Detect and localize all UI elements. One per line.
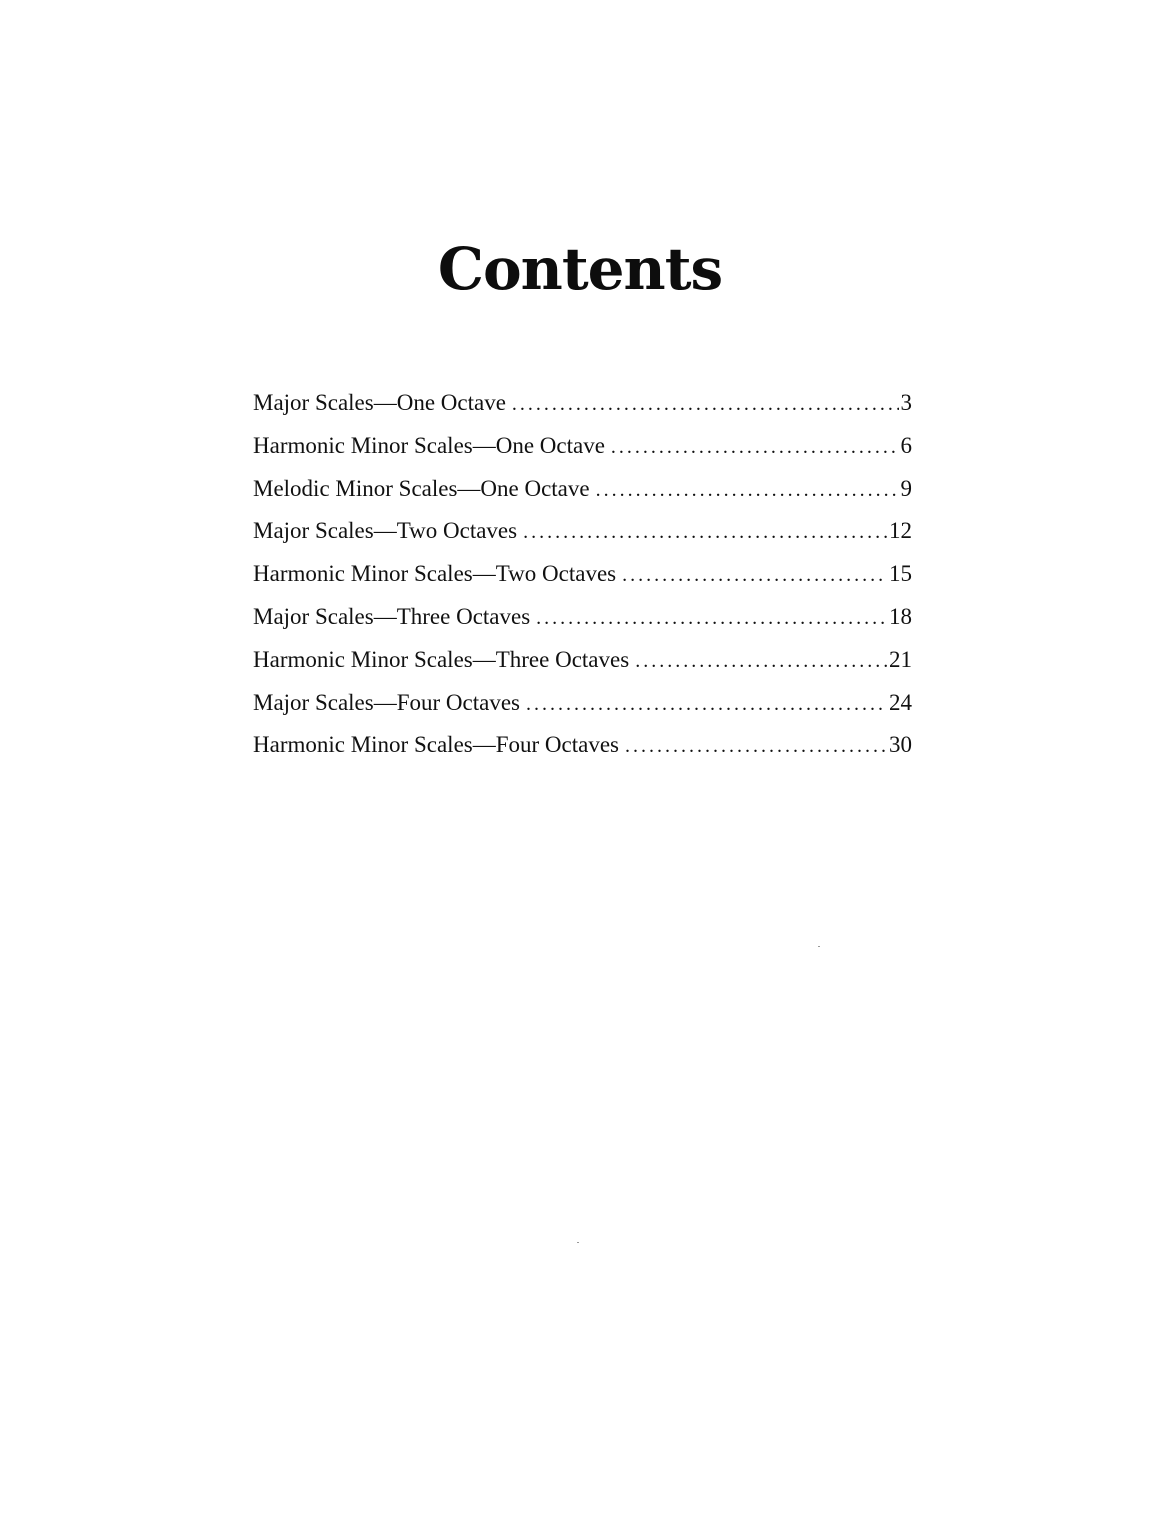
toc-entry-page: 9 xyxy=(900,475,912,501)
toc-entry xyxy=(253,690,912,733)
toc-entry-label: Harmonic Minor Scales—Three Octaves xyxy=(253,646,630,672)
toc-dot-leader xyxy=(536,607,887,630)
toc-entry xyxy=(253,433,912,476)
toc-dot-leader xyxy=(512,393,899,416)
toc-entry xyxy=(253,732,912,775)
toc-entry-label: Harmonic Minor Scales—One Octave xyxy=(253,432,605,458)
toc-entry-label: Major Scales—Three Octaves xyxy=(253,603,531,629)
toc-dot-leader xyxy=(596,479,899,502)
scan-speck xyxy=(818,946,820,947)
page-title: Contents xyxy=(437,234,723,303)
toc-dot-leader xyxy=(523,521,887,544)
toc-dot-leader xyxy=(622,564,887,587)
toc-entry-label: Harmonic Minor Scales—Two Octaves xyxy=(253,561,617,587)
toc-entry-label: Major Scales—Four Octaves xyxy=(253,689,520,715)
toc-dot-leader xyxy=(635,650,887,673)
toc-entry-page: 15 xyxy=(889,561,912,587)
toc-entry-label: Melodic Minor Scales—One Octave xyxy=(253,475,590,501)
toc-dot-leader xyxy=(625,735,887,758)
toc-entry xyxy=(253,390,912,433)
toc-entry-label: Major Scales—One Octave xyxy=(253,390,506,415)
toc-entry xyxy=(253,647,912,690)
toc-entry-page: 30 xyxy=(889,732,912,758)
table-of-contents xyxy=(253,390,912,775)
toc-entry xyxy=(253,518,912,561)
toc-entry-label: Harmonic Minor Scales—Four Octaves xyxy=(253,732,620,758)
toc-entry-page: 12 xyxy=(889,518,912,544)
toc-entry xyxy=(253,604,912,647)
toc-entry-page: 18 xyxy=(889,603,912,629)
toc-entry-page: 21 xyxy=(889,646,912,672)
toc-entry-page: 3 xyxy=(900,390,912,415)
toc-entry-page: 6 xyxy=(900,432,912,458)
toc-entry xyxy=(253,476,912,519)
toc-dot-leader xyxy=(526,693,887,716)
toc-entry xyxy=(253,561,912,604)
scan-speck xyxy=(577,1242,579,1243)
toc-entry-page: 24 xyxy=(889,689,912,715)
toc-dot-leader xyxy=(611,436,899,459)
toc-entry-label: Major Scales—Two Octaves xyxy=(253,518,518,544)
